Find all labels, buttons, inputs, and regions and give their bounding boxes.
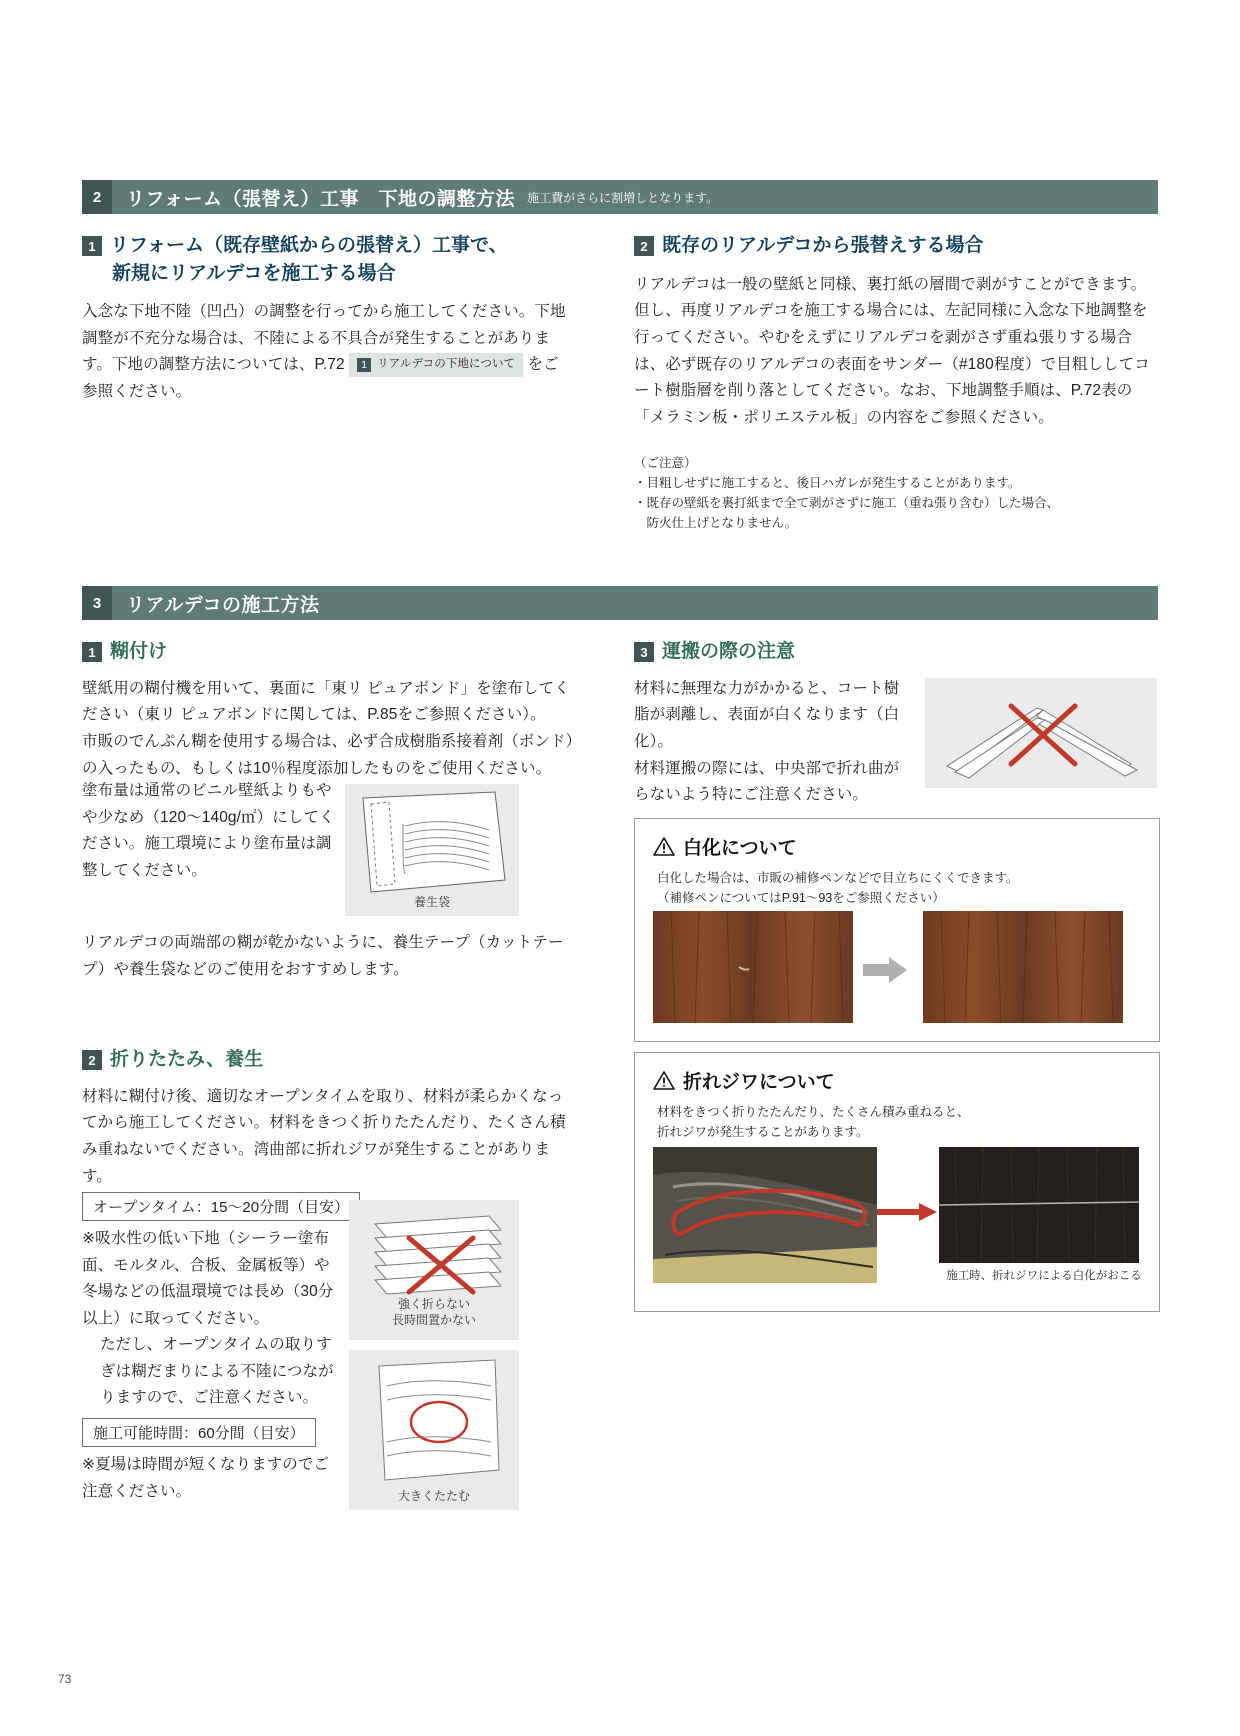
section-3-header bbox=[82, 586, 1158, 620]
caution-item-2: ・既存の壁紙を裏打紙まで全て剥がさずに施工（重ね張り含む）した場合、 bbox=[634, 496, 1060, 511]
item-3-heading bbox=[634, 638, 904, 666]
section-3-title: リアルデコの施工方法 bbox=[126, 594, 320, 616]
item-2-note-2: ただし、オープンタイムの取りすぎは糊だまりによる不陸につながりますので、ご注意ください。 bbox=[100, 1336, 334, 1407]
subsection-1-body: 入念な下地不陸（凹凸）の調整を行ってから施工してください。下地調整が不充分な場合は、不陸による不具合が発生することがあります。下地の調整方法については、P.72 bbox=[82, 303, 566, 374]
item-1-paragraph-2-head: 市販のでんぷん糊を使用する場合は、必ず合成樹脂系接着剤（ボンド）の入ったもの、もしくは10％程度添加したものをご使用ください。 bbox=[82, 732, 574, 777]
caution-item-1: ・目粗しせずに施工すると、後日ハガレが発生することがあります。 bbox=[634, 476, 1021, 491]
item-1-paragraph-3: 塗布量は通常のビニル壁紙よりもやや少なめ（120〜140g/㎡）にしてください。施工環境により塗布量は調整してください。 bbox=[82, 782, 335, 879]
section-3-number: 3 bbox=[82, 586, 112, 620]
workable-time-box: 施工可能時間：60分間（目安） bbox=[82, 1418, 316, 1447]
section-2-number: 2 bbox=[82, 180, 112, 214]
item-2-title: 折りたたみ、養生 bbox=[110, 1049, 264, 1070]
warning-triangle-icon-2 bbox=[653, 1071, 675, 1090]
caution-title: （ご注意） bbox=[634, 456, 697, 471]
figure-transport-warning bbox=[925, 678, 1157, 788]
panel-crease-line-2: 折れジワが発生することがあります。 bbox=[657, 1125, 869, 1139]
figure-do-not-fold-caption-2: 長時間置かない bbox=[391, 1312, 476, 1327]
item-2-paragraph-1: 材料に糊付け後、適切なオープンタイムを取り、材料が柔らかくなってから施工してください。材料をきつく折りたたんだり、たくさん積み重ねないでください。湾曲部に折れジワが発生することがあります。 bbox=[82, 1087, 566, 1185]
item-3-paragraph-1: 材料に無理な力がかかると、コート樹脂が剥離し、表面が白くなります（白化）。 bbox=[634, 679, 900, 750]
panel-crease-header bbox=[653, 1067, 1159, 1094]
item-1-paragraph-2-wrap bbox=[82, 778, 340, 885]
item-1-heading bbox=[82, 638, 574, 666]
item-2-block bbox=[82, 1046, 574, 1190]
panel-whitening-header bbox=[653, 833, 1159, 860]
section-2-left-block bbox=[82, 232, 574, 406]
panel-whitening-line-2: （補修ペンについてはP.91〜93をご参照ください） bbox=[657, 891, 945, 905]
subsection-2-body: リアルデコは一般の壁紙と同様、裏打紙の層間で剥がすことができます。但し、再度リアルデコを施工する場合には、左記同様に入念な下地調整を行ってください。やむをえずにリアルデコを剥がさず重ね張りする場合は、必ず既存のリアルデコの表面をサンダー（#180程度）で目粗ししてコート樹脂層を削り落としてください。なお、下地調整手順は、P.72表の「メラミン板・ポリエステル板」の内容をご参照ください。 bbox=[634, 275, 1150, 426]
reference-chip[interactable] bbox=[349, 353, 523, 377]
subsection-2-number: 2 bbox=[634, 236, 654, 256]
item-3-title: 運搬の際の注意 bbox=[662, 641, 796, 662]
panel-whitening-line-1: 白化した場合は、市販の補修ペンなどで目立ちにくくできます。 bbox=[657, 871, 1019, 885]
section-2-header bbox=[82, 180, 1158, 214]
panel-whitening-title: 白化について bbox=[683, 838, 797, 859]
subsection-1-body-tail: をご参照ください。 bbox=[82, 356, 559, 401]
fold-loosely-illustration bbox=[349, 1350, 519, 1510]
page-number: 73 bbox=[58, 1672, 72, 1686]
figure-fold-loosely-caption: 大きくたたむ bbox=[397, 1488, 470, 1503]
figure-curing-bag bbox=[345, 784, 519, 916]
subsection-1-title-line2: 新規にリアルデコを施工する場合 bbox=[112, 262, 396, 284]
item-2-number: 2 bbox=[82, 1050, 102, 1070]
item-1-title: 糊付け bbox=[110, 641, 168, 662]
figure-fold-loosely bbox=[349, 1350, 519, 1510]
figure-do-not-fold-caption-1: 強く折らない bbox=[397, 1296, 470, 1311]
reference-chip-label: リアルデコの下地について bbox=[377, 358, 516, 371]
subsection-1-number: 1 bbox=[82, 236, 102, 256]
reference-chip-number: 1 bbox=[357, 358, 371, 372]
panel-crease-photo-caption: 施工時、折れジワによる白化がおこる bbox=[946, 1270, 1142, 1282]
figure-curing-bag-caption: 養生袋 bbox=[413, 894, 450, 909]
photo-repaired-wood bbox=[923, 911, 1123, 1023]
item-2-note-1: ※吸水性の低い下地（シーラー塗布面、モルタル、合板、金属板等）や冬場などの低温環境では長め（30分以上）に取ってください。 bbox=[82, 1230, 334, 1327]
item-1-block bbox=[82, 638, 574, 782]
subsection-1-heading bbox=[82, 232, 574, 287]
figure-do-not-fold bbox=[349, 1200, 519, 1340]
panel-crease bbox=[634, 1052, 1160, 1312]
subsection-1-title-line1: リフォーム（既存壁紙からの張替え）工事で、 bbox=[110, 235, 508, 256]
subsection-2-title: 既存のリアルデコから張替えする場合 bbox=[662, 235, 984, 256]
photo-crease-whitening bbox=[939, 1147, 1139, 1263]
item-2-heading bbox=[82, 1046, 574, 1074]
photo-folded-material bbox=[653, 1147, 877, 1283]
section-2-right-block bbox=[634, 232, 1158, 533]
open-time-box: オープンタイム：15〜20分間（目安） bbox=[82, 1192, 360, 1221]
item-1-paragraph-1: 壁紙用の糊付機を用いて、裏面に「東リ ピュアボンド」を塗布してください（東リ ピュアボンドに関しては、P.85をご参照ください）。 bbox=[82, 679, 570, 724]
warning-triangle-icon bbox=[653, 837, 675, 856]
item-2-note-3: ※夏場は時間が短くなりますのでご注意ください。 bbox=[82, 1456, 330, 1500]
item-1-number: 1 bbox=[82, 642, 102, 662]
panel-crease-line-1: 材料をきつく折りたたんだり、たくさん積み重ねると、 bbox=[657, 1105, 970, 1119]
item-1-paragraph-4: リアルデコの両端部の糊が乾かないように、養生テープ（カットテープ）や養生袋などのご使用をおすすめします。 bbox=[82, 934, 564, 978]
item-3-block bbox=[634, 638, 904, 809]
item-3-paragraph-2: 材料運搬の際には、中央部で折れ曲がらないよう特にご注意ください。 bbox=[634, 759, 900, 804]
transport-warning-illustration bbox=[925, 678, 1157, 788]
subsection-2-heading bbox=[634, 232, 1158, 260]
panel-whitening bbox=[634, 818, 1160, 1042]
caution-item-3: 防火仕上げとなりません。 bbox=[634, 516, 798, 531]
section-2-note: 施工費がさらに割増しとなります。 bbox=[527, 190, 719, 205]
arrow-right-icon bbox=[863, 957, 907, 988]
section-2-title: リフォーム（張替え）工事 下地の調整方法 bbox=[126, 188, 516, 210]
item-3-number: 3 bbox=[634, 642, 654, 662]
arrow-red-icon bbox=[877, 1201, 937, 1228]
panel-crease-title: 折れジワについて bbox=[683, 1072, 835, 1093]
photo-whitened-wood bbox=[653, 911, 853, 1023]
